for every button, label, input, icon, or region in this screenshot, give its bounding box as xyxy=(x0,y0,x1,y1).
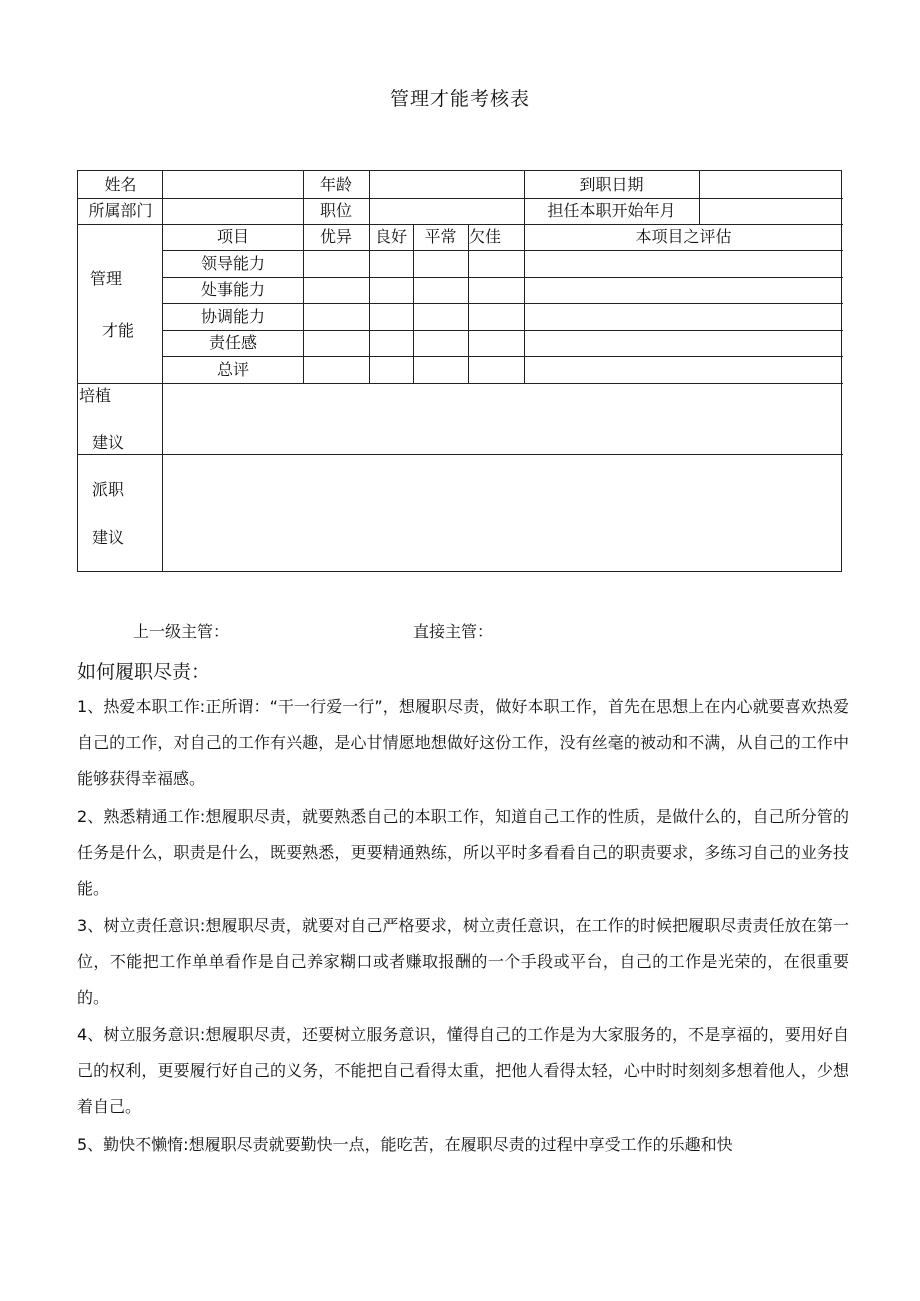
department-label: 所属部门 xyxy=(88,201,153,220)
position-field[interactable] xyxy=(369,198,524,224)
tenure-start-field[interactable] xyxy=(699,198,843,224)
section-mgmt-line1: 管理 xyxy=(90,269,123,288)
age-label: 年龄 xyxy=(319,174,352,194)
assignment-label-line1: 派职 xyxy=(92,480,125,499)
position-label: 职位 xyxy=(319,201,352,220)
department-field[interactable] xyxy=(163,198,303,224)
assignment-suggestion-field[interactable] xyxy=(163,454,843,572)
duty-paragraph: 5、勤快不懒惰:想履职尽责就要勤快一点，能吃苦，在履职尽责的过程中享受工作的乐趣和快 xyxy=(77,1135,733,1154)
item-responsibility: 责任感 xyxy=(208,333,257,352)
page-title: 管理才能考核表 xyxy=(389,88,530,110)
upper-supervisor-label: 上一级主管： xyxy=(133,622,230,641)
item-handling: 处事能力 xyxy=(200,280,265,299)
name-field[interactable] xyxy=(163,171,303,198)
join-date-label: 到职日期 xyxy=(579,174,644,194)
rating-header-excellent: 优异 xyxy=(319,227,352,246)
assessment-form xyxy=(77,170,842,572)
direct-supervisor-label: 直接主管： xyxy=(413,622,494,641)
age-field[interactable] xyxy=(369,171,524,198)
tenure-start-label: 担任本职开始年月 xyxy=(547,201,676,220)
name-label: 姓名 xyxy=(104,174,137,194)
rating-header-poor: 欠佳 xyxy=(469,227,502,246)
item-header: 项目 xyxy=(216,227,249,246)
item-overall: 总评 xyxy=(216,359,249,379)
duty-paragraph: 3、树立责任意识:想履职尽责，就要对自己严格要求，树立责任意识，在工作的时候把履职尽责责任放在第一位，不能把工作单单看作是自己养家糊口或者赚取报酬的一个手段或平台，自己的工作是光荣的，在很重要的。 xyxy=(77,916,849,1007)
training-label-line1: 培植 xyxy=(79,386,112,405)
duty-paragraph: 4、树立服务意识:想履职尽责，还要树立服务意识，懂得自己的工作是为大家服务的，不是享福的，要用好自己的权利，更要履行好自己的义务，不能把自己看得太重，把他人看得太轻，心中时时刻刻多想着他人，少想着自己。 xyxy=(77,1025,849,1116)
join-date-field[interactable] xyxy=(699,171,843,198)
duty-paragraph: 2、熟悉精通工作:想履职尽责，就要熟悉自己的本职工作，知道自己工作的性质，是做什么的，自己所分管的任务是什么，职责是什么，既要熟悉，更要精通熟练，所以平时多看看自己的职责要求，多练习自己的业务技能。 xyxy=(77,807,849,898)
assignment-label-line2: 建议 xyxy=(92,528,125,547)
duty-paragraph: 1、热爱本职工作:正所谓：“干一行爱一行”，想履职尽责，做好本职工作，首先在思想上在内心就要喜欢热爱自己的工作，对自己的工作有兴趣，是心甘情愿地想做好这份工作，没有丝毫的被动和不满，从自己的工作中能够获得幸福感。 xyxy=(77,697,849,788)
item-leadership: 领导能力 xyxy=(200,253,265,273)
section-mgmt-line2: 才能 xyxy=(102,321,135,340)
duties-heading: 如何履职尽责： xyxy=(77,661,211,683)
item-coordination: 协调能力 xyxy=(200,306,265,326)
training-suggestion-field[interactable] xyxy=(163,383,843,454)
rating-header-average: 平常 xyxy=(424,227,457,246)
rating-header-good: 良好 xyxy=(374,227,407,246)
training-label-line2: 建议 xyxy=(92,433,125,452)
evaluation-header: 本项目之评估 xyxy=(635,227,732,246)
